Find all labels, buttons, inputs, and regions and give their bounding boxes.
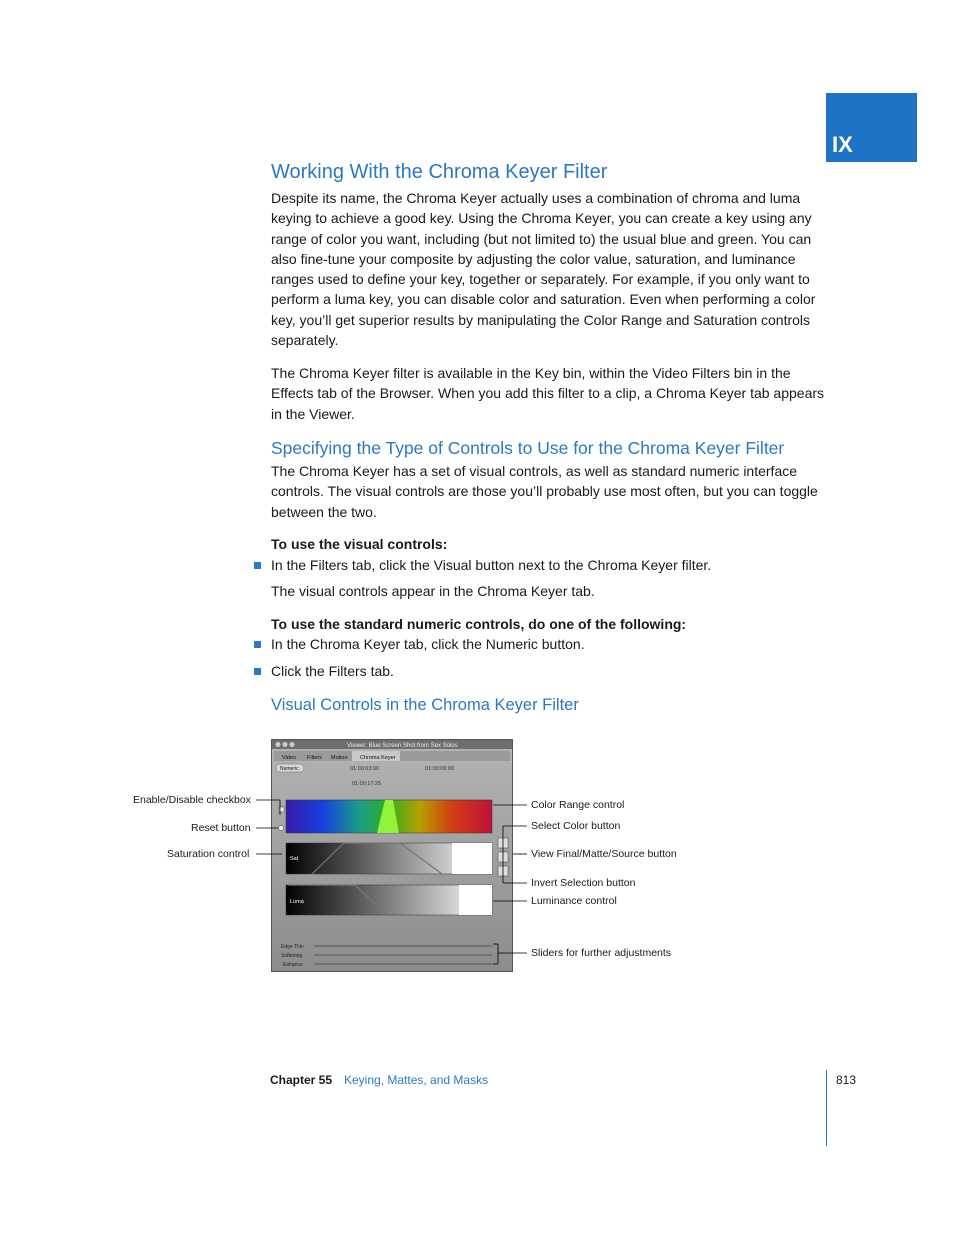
luma-label: Luma: [290, 899, 304, 905]
callout-enable-checkbox: Enable/Disable checkbox: [133, 794, 251, 806]
window-title: Viewer: Blue Screen Shot from Sex Solos: [347, 743, 458, 749]
callout-view-final: View Final/Matte/Source button: [531, 848, 677, 860]
timecode: 01:00:17:25: [352, 781, 382, 787]
part-tab: [826, 93, 917, 162]
task-visual-step: In the Filters tab, click the Visual button next to the Chroma Keyer filter.: [271, 557, 712, 573]
task-numeric-title: To use the standard numeric controls, do one of the following:: [271, 616, 687, 632]
callout-saturation-control: Saturation control: [167, 848, 250, 860]
slider-label: Enhance: [283, 962, 303, 968]
tab-video: Video: [282, 755, 296, 761]
paragraph-availability: The Chroma Keyer filter is available in the Key bin, within the Video Filters bin in the Effects tab of the Browser. When you add this filter to a clip, a Chroma Keyer tab appears in the Viewer.: [271, 365, 825, 422]
tab-filters: Filters: [307, 755, 322, 761]
task-numeric-item: In the Chroma Keyer tab, click the Numeric button.: [271, 636, 585, 652]
bullet-icon: [254, 668, 261, 675]
heading-main: Working With the Chroma Keyer Filter: [271, 161, 608, 183]
heading-controls-type: Specifying the Type of Controls to Use for the Chroma Keyer Filter: [271, 438, 785, 458]
part-tab-label: IX: [832, 132, 853, 157]
timecode: 01:00:03:00: [350, 766, 380, 772]
callout-sliders: Sliders for further adjustments: [531, 947, 672, 959]
page-number: 813: [836, 1073, 857, 1087]
bullet-icon: [254, 562, 261, 569]
sat-label: Sat: [290, 856, 299, 862]
callout-luminance: Luminance control: [531, 895, 617, 907]
bullet-icon: [254, 641, 261, 648]
task-visual-title: To use the visual controls:: [271, 536, 448, 552]
callout-reset-button: Reset button: [191, 822, 251, 834]
numeric-button: Numeric: [280, 766, 299, 772]
task-visual-result: The visual controls appear in the Chroma Keyer tab.: [271, 583, 595, 599]
callout-invert-selection: Invert Selection button: [531, 877, 636, 889]
chroma-keyer-figure: [271, 739, 513, 972]
paragraph-controls: The Chroma Keyer has a set of visual controls, as well as standard numeric interface controls. The visual controls are those you’ll probably use most often, but you can toggle between the two.: [271, 463, 818, 520]
tab-chroma-keyer: Chroma Keyer: [360, 755, 396, 761]
paragraph-intro: Despite its name, the Chroma Keyer actually uses a combination of chroma and luma keying to achieve a good key. Using the Chroma Keyer, you can create a key using any range of color you want, including (but not limited to) the usual blue and green. You can also fine-tune your composite by adjusting the color value, saturation, and luminance ranges used to define your key, together or separately. For example, if you only want to perform a luma key, you can disable color and saturation. Even when performing a color key, you’ll get superior results by manipulating the Color Range and Saturation controls separately.: [271, 190, 816, 349]
heading-visual-controls: Visual Controls in the Chroma Keyer Filter: [271, 696, 579, 714]
footer-chapter-title[interactable]: Keying, Mattes, and Masks: [344, 1073, 489, 1087]
timecode: 01:00:06:00: [425, 766, 455, 772]
callout-select-color: Select Color button: [531, 820, 621, 832]
callout-color-range: Color Range control: [531, 799, 625, 811]
slider-label: Softening: [281, 953, 303, 959]
slider-label: Edge Thin: [281, 944, 304, 950]
tab-motion: Motion: [331, 755, 348, 761]
task-numeric-item: Click the Filters tab.: [271, 663, 394, 679]
footer-divider: [826, 1070, 827, 1146]
footer-chapter: Chapter 55: [270, 1073, 333, 1087]
